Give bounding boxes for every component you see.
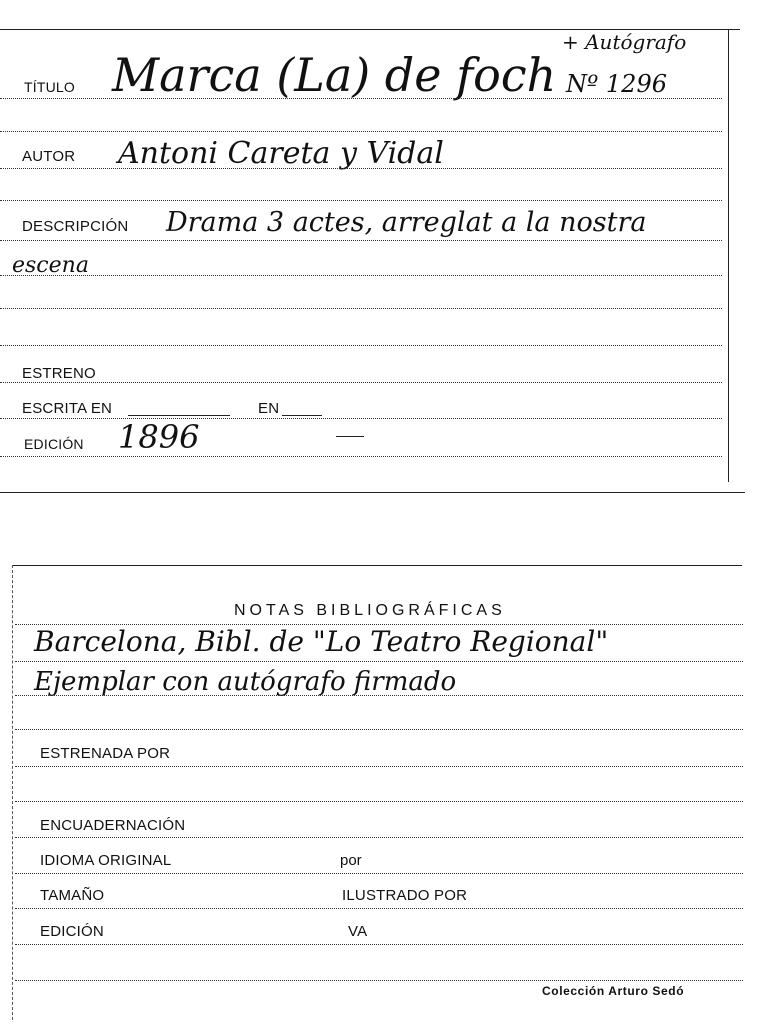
rule xyxy=(0,308,722,309)
rule xyxy=(0,418,722,419)
rule xyxy=(15,695,743,696)
rule xyxy=(15,661,743,662)
rule xyxy=(15,766,743,767)
tamano-label: TAMAÑO xyxy=(40,887,105,904)
rule xyxy=(0,382,722,383)
ilustrado-por-label: ILUSTRADO POR xyxy=(342,887,468,904)
descripcion-line1: Drama 3 actes, arreglat a la nostra xyxy=(166,207,647,238)
card-left-border xyxy=(12,565,13,1020)
card-right-border xyxy=(728,30,729,482)
stray-mark xyxy=(336,436,364,437)
rule xyxy=(0,240,722,241)
card-bottom-border xyxy=(0,492,745,493)
descripcion-label: DESCRIPCIÓN xyxy=(22,218,129,235)
rule xyxy=(0,200,722,201)
edicion-label-bottom: EDICIÓN xyxy=(40,923,104,940)
notas-line1: Barcelona, Bibl. de "Lo Teatro Regional" xyxy=(34,625,609,658)
autografo-note: + Autógrafo xyxy=(562,30,687,54)
titulo-label: TÍTULO xyxy=(24,79,75,95)
rule xyxy=(15,980,743,981)
top-catalog-card xyxy=(0,0,759,495)
en-label: EN xyxy=(258,400,280,417)
rule xyxy=(0,98,722,99)
rule xyxy=(15,837,743,838)
escrita-en-blank xyxy=(128,415,230,416)
rule xyxy=(0,345,722,346)
por-label: por xyxy=(340,852,362,869)
rule xyxy=(15,944,743,945)
rule xyxy=(0,275,722,276)
rule xyxy=(15,801,743,802)
notas-line2: Ejemplar con autógrafo firmado xyxy=(34,667,457,697)
descripcion-line2: escena xyxy=(12,253,89,278)
encuadernacion-label: ENCUADERNACIÓN xyxy=(40,817,186,834)
autor-value: Antoni Careta y Vidal xyxy=(118,136,444,171)
rule xyxy=(15,729,743,730)
escrita-en-label: ESCRITA EN xyxy=(22,400,113,417)
rule xyxy=(15,873,743,874)
edicion-year: 1896 xyxy=(118,418,200,456)
idioma-original-label: IDIOMA ORIGINAL xyxy=(40,852,172,869)
rule xyxy=(0,168,722,169)
coleccion-footer: Colección Arturo Sedó xyxy=(542,984,685,998)
autor-label: AUTOR xyxy=(22,148,76,165)
card-top-border xyxy=(12,565,742,566)
catalog-number: Nº 1296 xyxy=(566,70,667,98)
notas-heading: NOTAS BIBLIOGRÁFICAS xyxy=(234,602,506,619)
estrenada-por-label: ESTRENADA POR xyxy=(40,745,171,762)
rule xyxy=(15,908,743,909)
titulo-value: Marca (La) de foch xyxy=(112,48,557,102)
en-blank xyxy=(282,415,322,416)
rule xyxy=(0,456,722,457)
va-label: VA xyxy=(348,923,368,940)
estreno-label: ESTRENO xyxy=(22,365,96,382)
rule xyxy=(0,131,722,132)
bottom-catalog-card xyxy=(0,555,759,1028)
edicion-label: EDICIÓN xyxy=(24,436,84,452)
